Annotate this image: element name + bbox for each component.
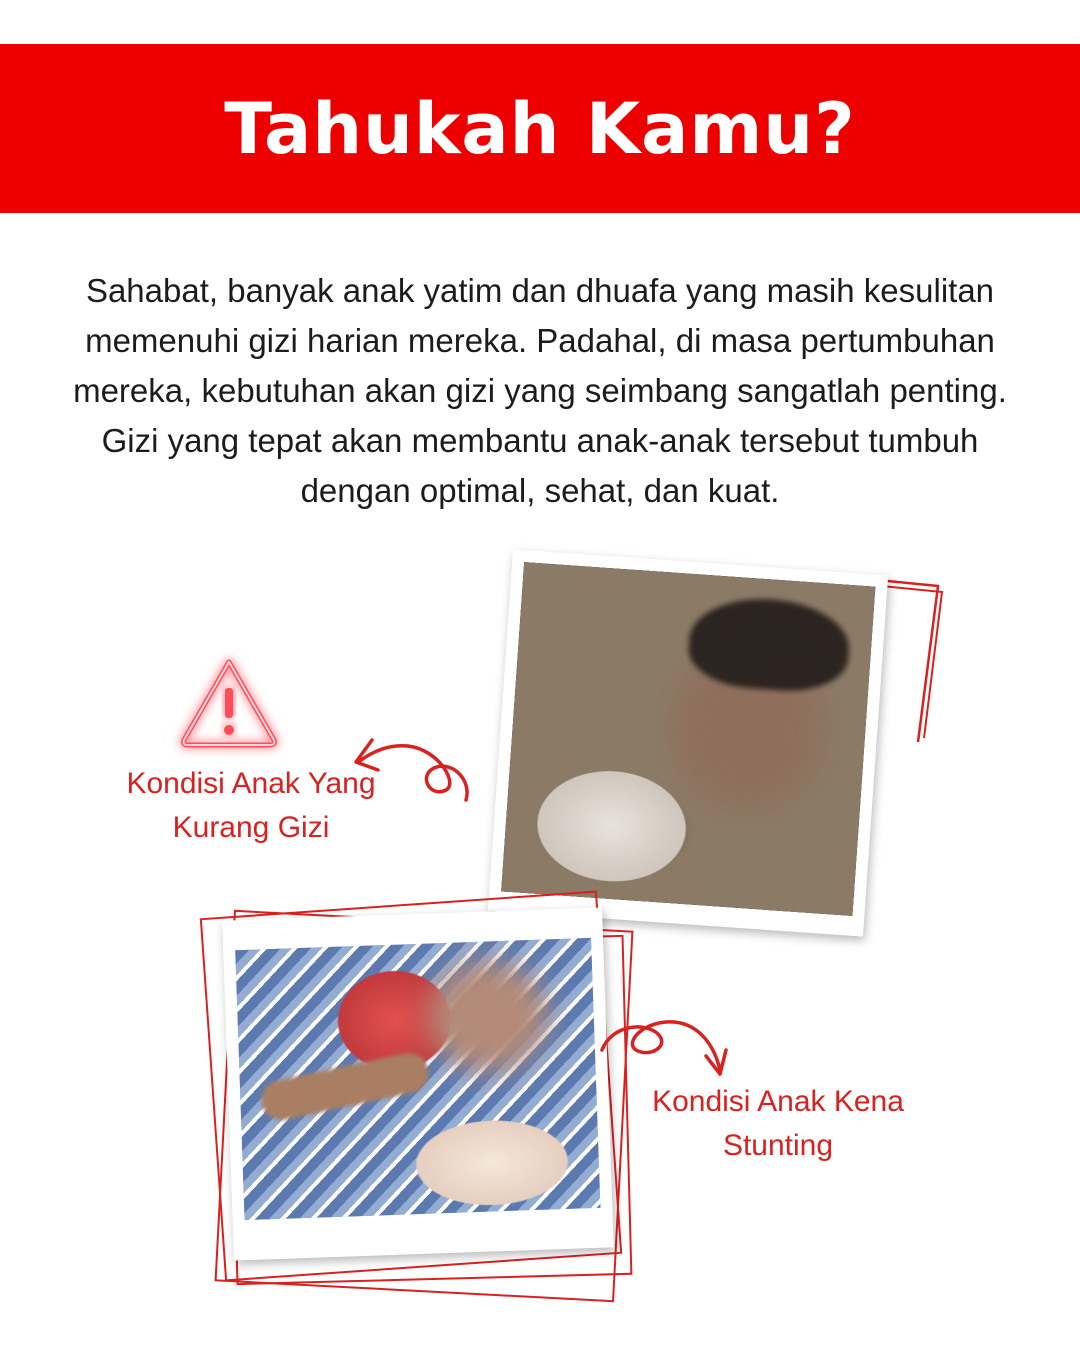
page-title: Tahukah Kamu? <box>224 87 856 170</box>
photo-child-stunting <box>222 907 614 1260</box>
photo-child-stunting-image <box>235 938 600 1220</box>
photo-child-eating <box>488 549 888 936</box>
caption-stunting-line2: Stunting <box>722 1129 834 1162</box>
caption-stunting <box>636 1080 920 1168</box>
caption-stunting-line1: Kondisi Anak Kena <box>652 1085 904 1118</box>
warning-triangle-icon <box>174 652 284 752</box>
title-banner <box>0 44 1080 213</box>
photo-child-eating-image <box>501 562 875 916</box>
caption-kurang-gizi-line2: Kurang Gizi <box>172 811 330 844</box>
caption-kurang-gizi-line1: Kondisi Anak Yang <box>126 767 376 800</box>
curly-arrow-left-icon <box>348 732 488 812</box>
child-arm-2 <box>258 1049 433 1123</box>
intro-paragraph: Sahabat, banyak anak yatim dan dhuafa yang masih kesulitan memenuhi gizi harian mereka. Padahal, di masa pertumbuhan mereka, kebutuhan akan gizi yang seimbang sangatlah penting. Gizi yang tepat akan membantu anak-anak tersebut tumbuh dengan optimal, sehat, dan kuat. <box>73 272 1007 509</box>
blurred-face-2 <box>426 959 550 1073</box>
